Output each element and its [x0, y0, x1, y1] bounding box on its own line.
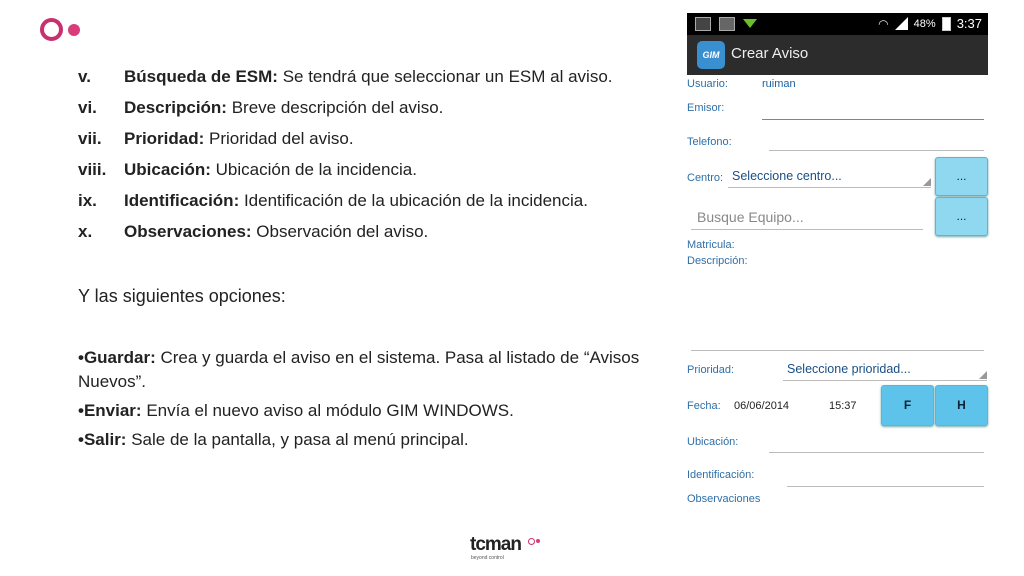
status-bar — [687, 13, 988, 35]
list-text: Identificación de la ubicación de la incidencia. — [239, 191, 588, 210]
option-term: •Guardar: — [78, 348, 156, 367]
option-term: •Enviar: — [78, 401, 142, 420]
footer-logo-name: tcman — [470, 534, 521, 555]
usuario-label: Usuario: — [687, 78, 728, 90]
matricula-label: Matricula: — [687, 239, 735, 251]
equipo-browse-button[interactable]: ... — [935, 197, 988, 236]
list-item — [78, 126, 668, 157]
list-item — [78, 219, 668, 250]
list-number: x. — [78, 222, 93, 241]
option-item — [78, 428, 668, 452]
list-text: Ubicación de la incidencia. — [210, 160, 417, 179]
list-number: vi. — [78, 98, 97, 117]
option-item — [78, 399, 668, 423]
list-text: Prioridad del aviso. — [204, 129, 354, 148]
descripcion-field[interactable] — [691, 350, 984, 351]
ubicacion-field[interactable] — [769, 452, 984, 453]
list-term: Prioridad: — [124, 129, 205, 148]
list-number: v. — [78, 67, 91, 86]
descripcion-label: Descripción: — [687, 255, 748, 267]
battery-icon — [942, 17, 951, 31]
list-number: ix. — [78, 191, 97, 210]
phone-screenshot — [687, 13, 988, 513]
list-term: Observaciones: — [124, 222, 252, 241]
download-icon — [743, 19, 757, 28]
list-term: Ubicación: — [124, 160, 211, 179]
telefono-field[interactable] — [769, 150, 984, 151]
fecha-label: Fecha: — [687, 400, 721, 412]
logo-dot-icon — [68, 24, 80, 36]
status-time: 3:37 — [956, 16, 982, 31]
list-item — [78, 157, 668, 188]
option-term: •Salir: — [78, 430, 127, 449]
logo-ring-icon — [528, 538, 535, 545]
list-text: Breve descripción del aviso. — [226, 98, 444, 117]
battery-percent: 48% — [913, 17, 936, 30]
prioridad-spinner[interactable] — [783, 362, 987, 381]
action-bar — [687, 35, 988, 75]
identificacion-field[interactable] — [787, 486, 984, 487]
list-item — [78, 95, 668, 126]
prioridad-label: Prioridad: — [687, 364, 735, 376]
brand-logo — [40, 18, 90, 44]
list-term: Identificación: — [124, 191, 240, 210]
ubicacion-label: Ubicación: — [687, 436, 739, 448]
centro-browse-button[interactable]: ... — [935, 157, 988, 196]
telefono-label: Telefono: — [687, 136, 732, 148]
options-heading: Y las siguientes opciones: — [78, 286, 286, 306]
image-icon — [719, 17, 735, 31]
fecha-f-button[interactable]: F — [881, 385, 934, 426]
busque-equipo-input[interactable]: Busque Equipo... — [691, 207, 923, 230]
list-term: Descripción: — [124, 98, 227, 117]
list-item — [78, 64, 668, 95]
centro-label: Centro: — [687, 172, 724, 184]
centro-spinner[interactable] — [728, 169, 931, 188]
emisor-field[interactable] — [762, 119, 984, 120]
list-text: Observación del aviso. — [251, 222, 429, 241]
emisor-label: Emisor: — [687, 102, 725, 114]
identificacion-label: Identificación: — [687, 469, 755, 481]
observaciones-label: Observaciones — [687, 493, 761, 505]
option-item — [78, 346, 668, 394]
wifi-icon: ◠ — [878, 16, 889, 31]
dropdown-arrow-icon — [923, 178, 931, 186]
list-text: Se tendrá que seleccionar un ESM al aviso. — [277, 67, 613, 86]
screen-title: Crear Aviso — [731, 45, 809, 62]
field-description-list — [78, 64, 668, 250]
footer-logo — [470, 534, 550, 564]
dropdown-arrow-icon — [979, 371, 987, 379]
footer-logo-tagline: beyond control — [471, 555, 504, 561]
message-icon — [695, 17, 711, 31]
option-text: Crea y guarda el aviso en el sistema. Pasa al listado de “Avisos Nuevos”. — [78, 348, 640, 391]
list-item — [78, 188, 668, 219]
app-icon[interactable]: GIM — [697, 41, 725, 69]
centro-spinner-text: Seleccione centro... — [732, 169, 842, 183]
logo-dot-icon — [536, 539, 540, 543]
hora-h-button[interactable]: H — [935, 385, 988, 426]
hora-value[interactable]: 15:37 — [829, 400, 857, 412]
prioridad-spinner-text: Seleccione prioridad... — [787, 362, 911, 376]
options-list — [78, 346, 668, 457]
option-text: Envía el nuevo aviso al módulo GIM WINDOWS. — [141, 401, 514, 420]
list-number: vii. — [78, 129, 102, 148]
list-number: viii. — [78, 160, 107, 179]
fecha-value[interactable]: 06/06/2014 — [734, 400, 790, 412]
list-term: Búsqueda de ESM: — [124, 67, 278, 86]
usuario-value: ruiman — [762, 78, 796, 90]
signal-icon — [895, 17, 908, 30]
option-text: Sale de la pantalla, y pasa al menú principal. — [126, 430, 469, 449]
logo-ring-icon — [40, 18, 63, 41]
